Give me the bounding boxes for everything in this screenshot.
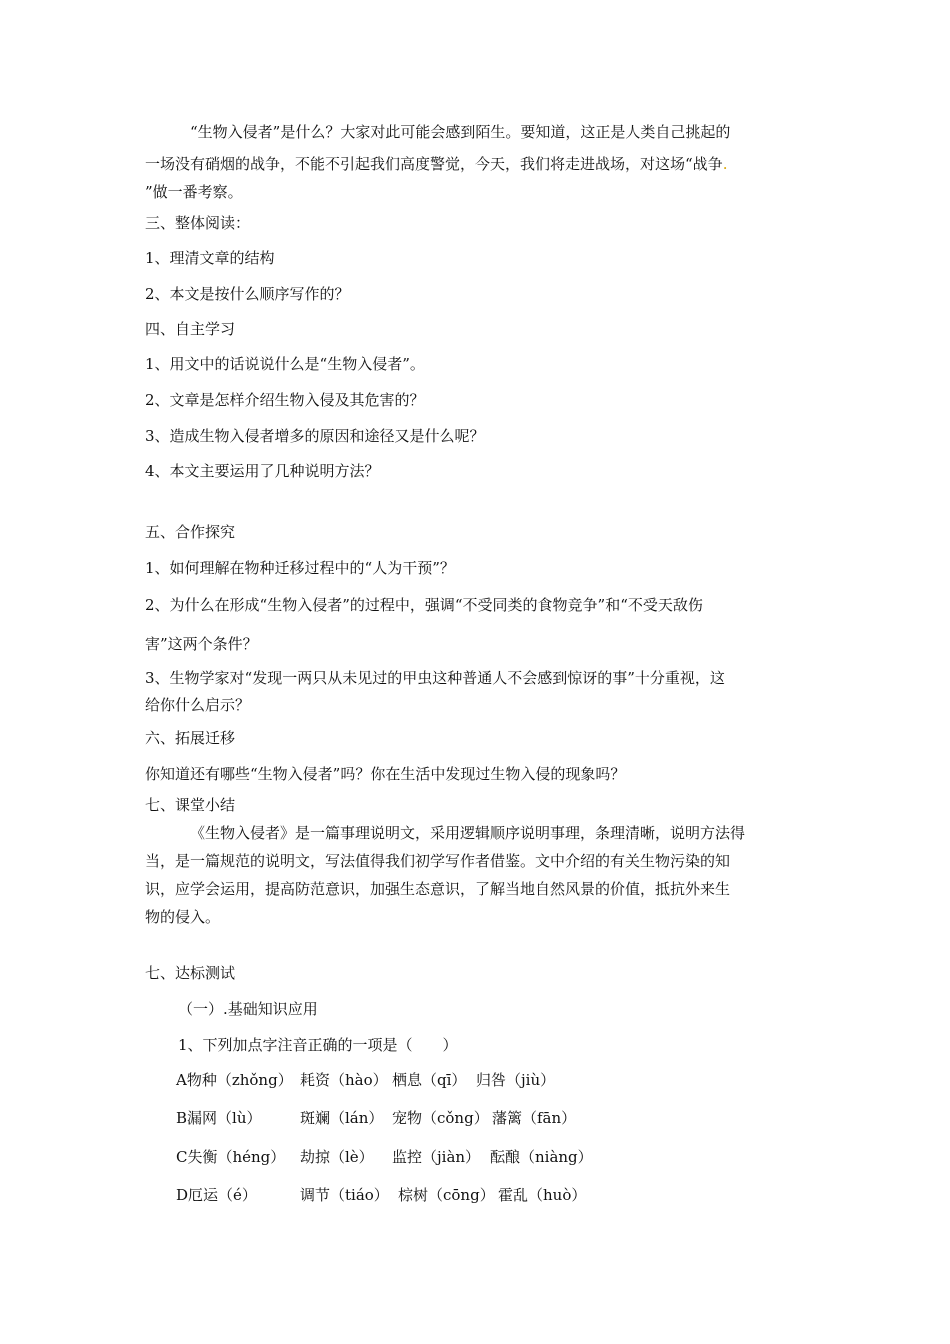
section-6-heading: 六、拓展迁移 <box>145 729 236 747</box>
section-3-heading: 三、整体阅读： <box>145 214 251 232</box>
option-a-term-4: 归咎（jiù） <box>476 1071 556 1089</box>
section-5-q2-line-1: 2、为什么在形成“生物入侵者”的过程中，强调“不受同类的食物竞争”和“不受天敌伤 <box>145 596 703 614</box>
option-b-term-2: 斑斓（lán） <box>300 1109 384 1127</box>
option-c-term-2: 劫掠（lè） <box>300 1148 374 1166</box>
section-7-heading: 七、课堂小结 <box>145 796 236 814</box>
option-c-term-3: 监控（jiàn） <box>392 1148 481 1166</box>
section-8-subheading: （一）.基础知识应用 <box>178 1000 318 1018</box>
option-b-term-1: B漏网（lù） <box>176 1109 262 1127</box>
section-4-item-4: 4、本文主要运用了几种说明方法？ <box>145 462 380 480</box>
highlight-mark: . <box>722 155 728 173</box>
intro-line-3: ”做一番考察。 <box>145 183 243 201</box>
option-d-term-1: D厄运（é） <box>176 1186 257 1204</box>
summary-line-2: 当，是一篇规范的说明文，写法值得我们初学写作者借鉴。文中介绍的有关生物污染的知 <box>145 852 731 870</box>
option-b-term-3: 宠物（cǒng） <box>392 1109 489 1127</box>
section-6-text: 你知道还有哪些“生物入侵者”吗？你在生活中发现过生物入侵的现象吗？ <box>145 765 626 783</box>
option-a-term-2: 耗资（hào） <box>300 1071 388 1089</box>
option-d-term-4: 霍乱（huò） <box>498 1186 587 1204</box>
section-8-heading: 七、达标测试 <box>145 964 236 982</box>
section-3-item-2: 2、本文是按什么顺序写作的？ <box>145 285 350 303</box>
section-5-heading: 五、合作探究 <box>145 523 236 541</box>
section-5-q1: 1、如何理解在物种迁移过程中的“人为干预”？ <box>145 559 455 577</box>
option-d-term-3: 棕树（cōng） <box>398 1186 495 1204</box>
intro-line-2: 一场没有硝烟的战争，不能不引起我们高度警觉，今天，我们将走进战场，对这场“战争. <box>145 155 728 173</box>
section-5-q3-line-2: 给你什么启示？ <box>145 696 251 714</box>
section-5-q3-line-1: 3、生物学家对“发现一两只从未见过的甲虫这种普通人不会感到惊讶的事”十分重视，这 <box>145 669 725 687</box>
section-3-item-1: 1、理清文章的结构 <box>145 249 275 267</box>
section-4-item-1: 1、用文中的话说说什么是“生物入侵者”。 <box>145 355 425 373</box>
question-1: 1、下列加点字注音正确的一项是（ ） <box>178 1036 458 1054</box>
option-c-term-4: 酝酿（niàng） <box>490 1148 593 1166</box>
summary-line-1: 《生物入侵者》是一篇事理说明文，采用逻辑顺序说明事理，条理清晰，说明方法得 <box>190 824 746 842</box>
section-5-q2-line-2: 害”这两个条件？ <box>145 635 258 653</box>
section-4-heading: 四、自主学习 <box>145 320 236 338</box>
summary-line-3: 识，应学会运用，提高防范意识，加强生态意识，了解当地自然风景的价值，抵抗外来生 <box>145 880 731 898</box>
option-a-term-1: A物种（zhǒng） <box>176 1071 293 1089</box>
option-c-term-1: C失衡（héng） <box>176 1148 286 1166</box>
section-4-item-2: 2、文章是怎样介绍生物入侵及其危害的？ <box>145 391 425 409</box>
summary-line-4: 物的侵入。 <box>145 908 221 926</box>
option-b-term-4: 藩篱（fān） <box>492 1109 577 1127</box>
intro-line-1: “生物入侵者”是什么？大家对此可能会感到陌生。要知道，这正是人类自己挑起的 <box>190 123 731 141</box>
option-a-term-3: 栖息（qī） <box>392 1071 467 1089</box>
option-d-term-2: 调节（tiáo） <box>300 1186 389 1204</box>
section-4-item-3: 3、造成生物入侵者增多的原因和途径又是什么呢？ <box>145 427 485 445</box>
